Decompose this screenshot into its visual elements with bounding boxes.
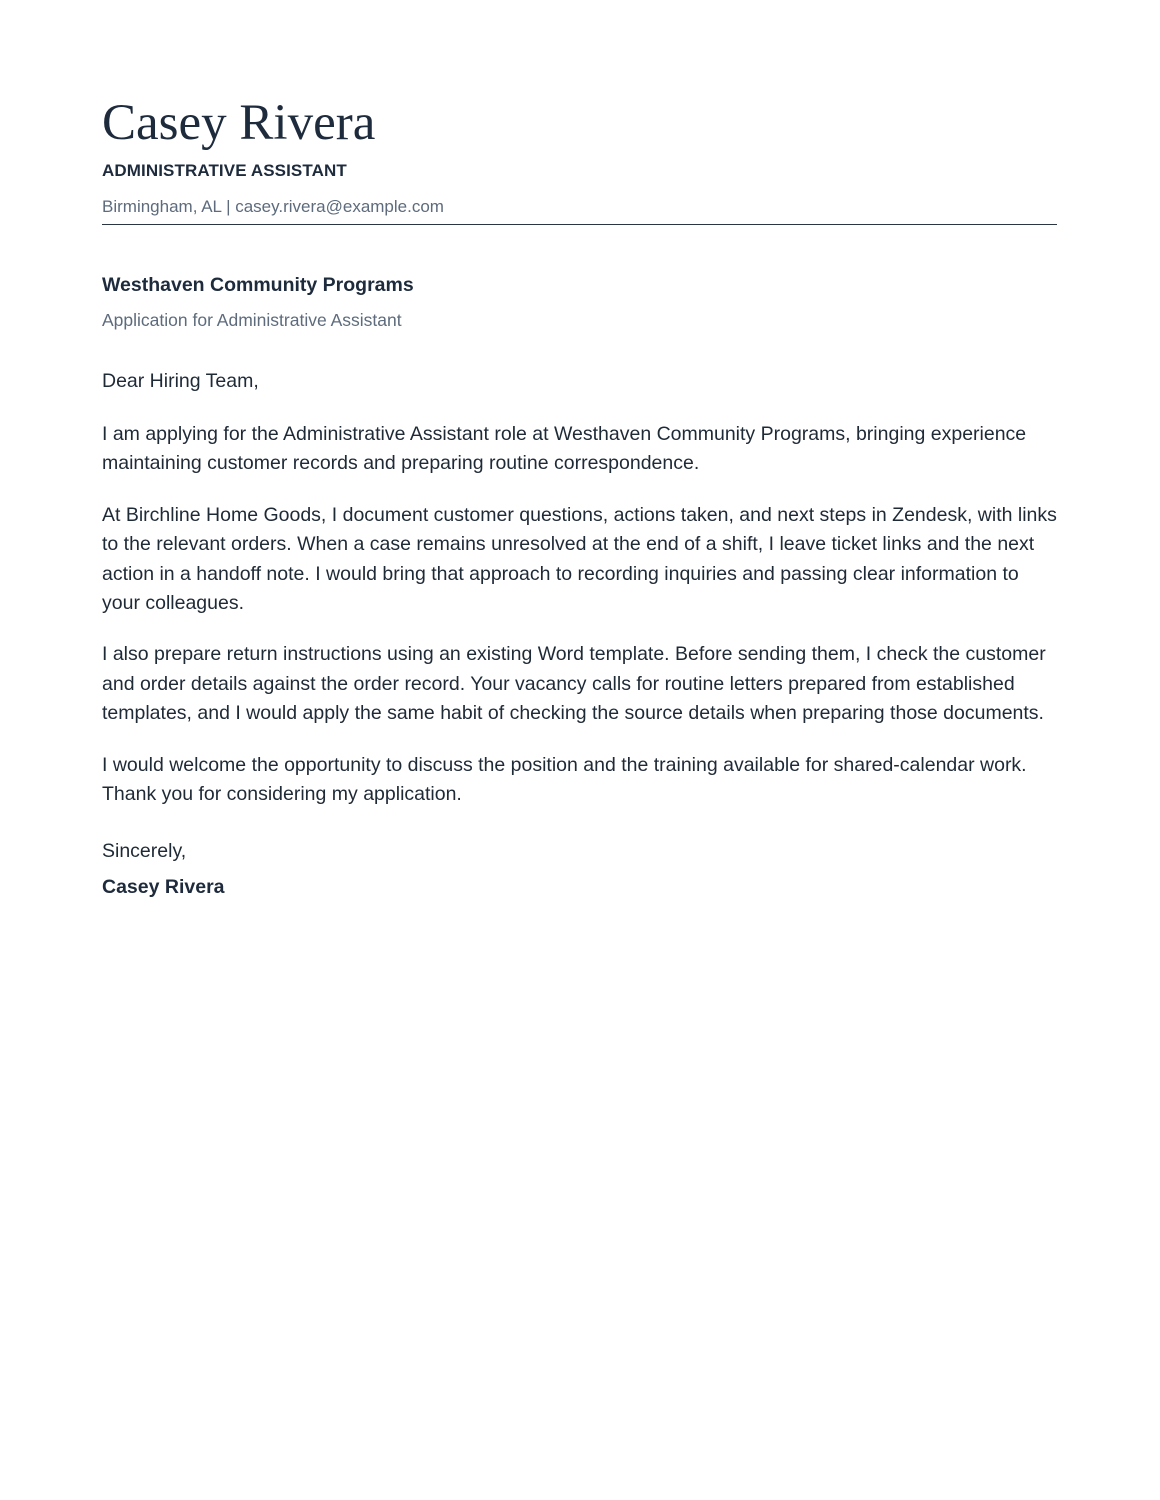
signature: Casey Rivera <box>102 876 225 899</box>
recipient-organization: Westhaven Community Programs <box>102 274 414 296</box>
letter-body <box>102 273 1058 902</box>
letter-subject: Application for Administrative Assistant <box>102 310 402 330</box>
letter-header <box>102 92 1058 225</box>
body-paragraph: At Birchline Home Goods, I document customer questions, actions taken, and next steps in Zendesk, with links to the relevant orders. When a case remains unresolved at the end of a shift, I leave ticket links and the next action in a handoff note. I would bring that approach to recording inquiries and passing clear information to your colleagues. <box>102 503 1057 615</box>
salutation: Dear Hiring Team, <box>102 370 259 392</box>
closing: Sincerely, <box>102 840 187 863</box>
body-paragraph: I also prepare return instructions using an existing Word template. Before sending them, I check the customer and order details against the order record. Your vacancy calls for routine letters prepared from established templates, and I would apply the same habit of checking the source details when preparing those documents. <box>102 643 1046 725</box>
body-paragraph: I am applying for the Administrative Assistant role at Westhaven Community Programs, bringing experience maintaining customer records and preparing routine correspondence. <box>102 423 1027 475</box>
applicant-role: ADMINISTRATIVE ASSISTANT <box>102 161 347 180</box>
contact-line: Birmingham, AL | casey.rivera@example.com <box>102 197 444 216</box>
applicant-name: Casey Rivera <box>102 95 376 151</box>
header-divider <box>102 224 1057 225</box>
body-paragraph: I would welcome the opportunity to discuss the position and the training available for shared-calendar work. Thank you for considering my application. <box>102 753 1027 806</box>
